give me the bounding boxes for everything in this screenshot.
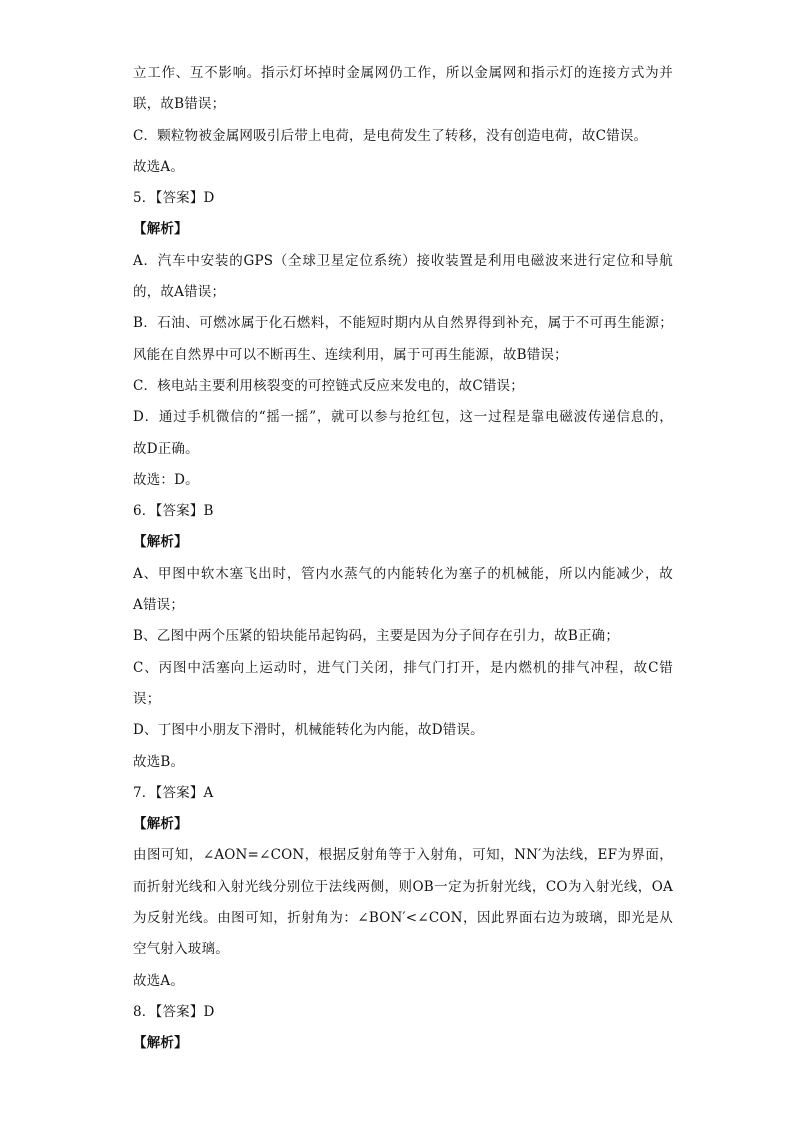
text-line: B．石油、可燃冰属于化石燃料，不能短时期内从自然界得到补充，属于不可再生能源； (133, 315, 673, 332)
text-line: 为反射光线。由图可知，折射角为：∠BON′<∠CON，因此界面右边为玻璃，即光是从 (133, 910, 673, 927)
text-line: 故选A。 (133, 158, 185, 175)
analysis-heading: 【解析】 (133, 221, 188, 238)
answer-heading: 5．【答案】D (133, 190, 215, 207)
analysis-heading: 【解析】 (133, 534, 188, 551)
text-line: 由图可知，∠AON=∠CON，根据反射角等于入射角，可知，NN′为法线，EF为界面， (133, 847, 673, 864)
text-line: 空气射入玻璃。 (133, 941, 229, 958)
text-line: 风能在自然界中可以不断再生、连续利用，属于可再生能源，故B错误； (133, 346, 568, 363)
text-line: 误； (133, 690, 161, 707)
text-line: D、丁图中小朋友下滑时，机械能转化为内能，故D错误。 (133, 722, 484, 739)
text-line: 故选A。 (133, 972, 185, 989)
text-line: 联，故B错误； (133, 96, 226, 113)
text-line: C．核电站主要利用核裂变的可控链式反应来发电的，故C错误； (133, 377, 524, 394)
text-line: C．颗粒物被金属网吸引后带上电荷，是电荷发生了转移，没有创造电荷，故C错误。 (133, 127, 648, 144)
text-line: A、甲图中软木塞飞出时，管内水蒸气的内能转化为塞子的机械能，所以内能减少，故 (133, 565, 673, 582)
text-line: A错误； (133, 597, 185, 614)
text-line: 故D正确。 (133, 440, 199, 457)
text-line: 故选：D。 (133, 471, 199, 488)
answer-heading: 7．【答案】A (133, 784, 214, 801)
answer-heading: 8．【答案】D (133, 1003, 215, 1020)
text-line: C、丙图中活塞向上运动时，进气门关闭，排气门打开，是内燃机的排气冲程，故C错 (133, 659, 673, 676)
document-page (133, 58, 673, 1060)
analysis-heading: 【解析】 (133, 816, 188, 833)
analysis-heading: 【解析】 (133, 1035, 188, 1052)
text-line: 而折射光线和入射光线分别位于法线两侧，则OB一定为折射光线，CO为入射光线，OA (133, 878, 673, 895)
text-line: D．通过手机微信的“摇一摇”，就可以参与抢红包，这一过程是靠电磁波传递信息的， (133, 409, 673, 426)
text-line: 立工作、互不影响。指示灯坏掉时金属网仍工作，所以金属网和指示灯的连接方式为并 (133, 65, 673, 81)
answer-heading: 6．【答案】B (133, 503, 214, 520)
text-line: 的，故A错误； (133, 284, 226, 301)
text-line: A．汽车中安装的GPS（全球卫星定位系统）接收装置是利用电磁波来进行定位和导航 (133, 252, 673, 269)
text-line: B、乙图中两个压紧的铅块能吊起钩码，主要是因为分子间存在引力，故B正确； (133, 628, 620, 645)
text-line: 故选B。 (133, 753, 185, 770)
